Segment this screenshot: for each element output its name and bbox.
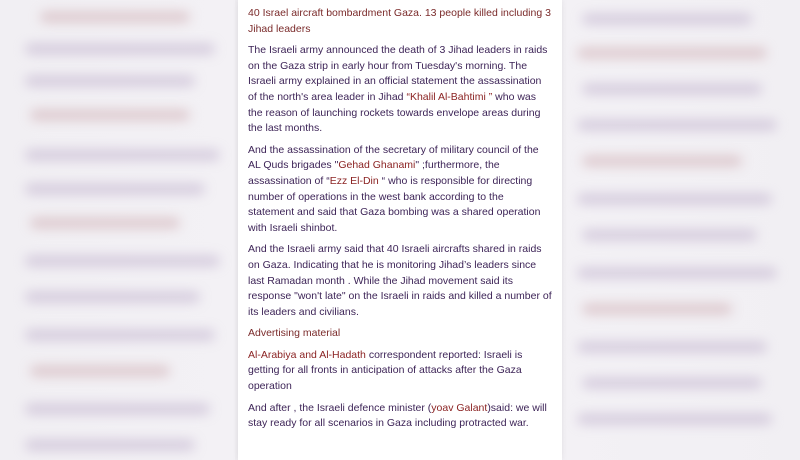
blur-text-line xyxy=(25,44,215,54)
blur-text-line xyxy=(30,110,190,120)
subheading-advertising: Advertising material xyxy=(248,327,341,340)
blur-text-line xyxy=(25,76,195,86)
blur-text-line xyxy=(577,194,772,204)
paragraph-1 xyxy=(248,43,552,137)
blur-text-line xyxy=(582,14,752,24)
paragraph-2-text-a: And the assassination of the secretary of military council of the AL Quds brigades " xyxy=(248,143,539,172)
paragraph-3: And the Israeli army said that 40 Israeli aircrafts shared in raids on Gaza. Indicating that he is monitoring Jihad’s leaders since last Ramadan month . While the Jihad movement said its response "won't late" on the Israeli in raids and killed a number of its leaders and civilians. xyxy=(248,243,552,318)
document-page xyxy=(238,0,562,460)
blur-text-line xyxy=(577,120,777,130)
blur-text-line xyxy=(577,268,777,278)
paragraph-4 xyxy=(248,348,552,395)
blur-text-line xyxy=(577,414,772,424)
paragraph-4-text-b: correspondent reported: Israeli is getting for all fronts in anticipation of attacks after the Gaza operation xyxy=(248,348,523,393)
source-al-arabiya: Al-Arabiya and Al-Hadath xyxy=(248,348,366,361)
paragraph-2 xyxy=(248,143,552,237)
paragraph-5-text-c: )said: we will stay ready for all scenarios in Gaza including protracted war. xyxy=(248,401,547,430)
paragraph-5 xyxy=(248,401,552,432)
blur-text-line xyxy=(25,330,215,340)
paragraph-2-text-c: " ;furthermore, the assassination of “ xyxy=(248,159,500,187)
blur-text-line xyxy=(582,84,762,94)
background-left-panel xyxy=(0,0,235,460)
blur-text-line xyxy=(577,342,767,352)
blur-text-line xyxy=(582,378,762,388)
blur-text-line xyxy=(25,440,195,450)
background-right-panel xyxy=(562,0,800,460)
blur-text-line xyxy=(582,156,742,166)
blur-text-line xyxy=(30,366,170,376)
name-ezz-el-din: Ezz El-Din xyxy=(329,174,379,187)
name-khalil-al-bahtimi: “Khalil Al-Bahtimi ” xyxy=(406,90,493,103)
blur-text-line xyxy=(25,404,210,414)
blur-text-line xyxy=(40,12,190,22)
article-title: 40 Israel aircraft bombardment Gaza. 13 people killed including 3 Jihad leaders xyxy=(248,7,551,35)
blur-text-line xyxy=(25,256,220,266)
blur-text-line xyxy=(577,48,767,58)
name-yoav-galant: yoav Galant xyxy=(431,401,488,414)
name-gehad-ghanami: Gehad Ghanami xyxy=(338,159,416,172)
blur-text-line xyxy=(582,304,732,314)
paragraph-5-text-a: And after , the Israeli defence minister ( xyxy=(248,401,432,414)
article-body xyxy=(238,0,562,432)
blur-text-line xyxy=(25,292,200,302)
blur-text-line xyxy=(582,230,757,240)
blur-text-line xyxy=(25,150,220,160)
paragraph-2-text-e: “ who is responsible for directing number of operations in the west bank according to the statement and said that Gaza bombing was a shared operation with Israeli shinbot. xyxy=(248,174,541,234)
paragraph-1-text-c: who was the reason of launching rockets towards envelope areas during the last months. xyxy=(248,90,541,135)
blur-text-line xyxy=(25,184,205,194)
blur-text-line xyxy=(30,218,180,228)
paragraph-1-text-a: The Israeli army announced the death of 3 Jihad leaders in raids on the Gaza strip in early hour from Tuesday's morning. The Israeli army explained in an official statement the assassination of the north's area leader in Jihad xyxy=(248,44,548,103)
